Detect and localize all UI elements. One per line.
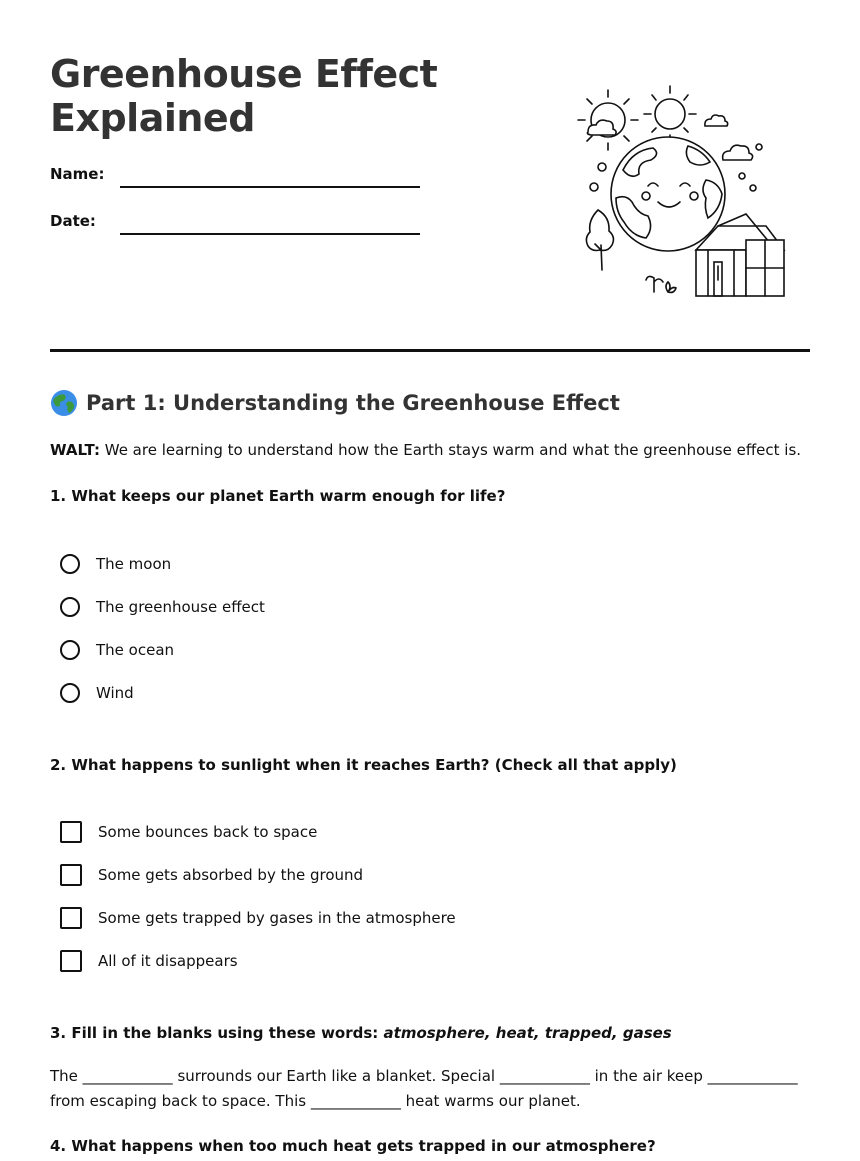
blank-4[interactable]: ____________ (310, 1092, 401, 1110)
plant-icon (646, 276, 676, 292)
paragraph-text: surrounds our Earth like a blanket. Special (172, 1067, 500, 1085)
q2-option[interactable] (60, 950, 238, 972)
q2-option[interactable] (60, 907, 456, 929)
word-bank: atmosphere, heat, trapped, gases (383, 1024, 672, 1042)
blank-2[interactable]: ____________ (499, 1067, 590, 1085)
radio-button[interactable] (60, 554, 80, 574)
section-title-text: Part 1: Understanding the Greenhouse Effect (86, 391, 620, 415)
option-label: Some gets absorbed by the ground (98, 866, 364, 884)
option-label: Some gets trapped by gases in the atmosphere (98, 909, 456, 927)
name-field[interactable] (120, 186, 420, 188)
sun-icon (578, 90, 638, 150)
q1-option[interactable] (60, 554, 171, 574)
q1-option[interactable] (60, 683, 134, 703)
section-title (50, 389, 620, 417)
question-2: 2. What happens to sunlight when it reaches Earth? (Check all that apply) (50, 756, 677, 774)
paragraph-text: heat warms our planet. (400, 1092, 581, 1110)
q2-option[interactable] (60, 864, 363, 886)
tree-icon (586, 210, 613, 270)
option-label: The greenhouse effect (96, 598, 265, 616)
paragraph-text: from escaping back to space. This (50, 1092, 311, 1110)
title-line-2: Explained (50, 96, 255, 140)
date-field[interactable] (120, 233, 420, 235)
blank-3[interactable]: ____________ (707, 1067, 798, 1085)
option-label: Some bounces back to space (98, 823, 318, 841)
q1-option[interactable] (60, 597, 265, 617)
globe-icon (50, 389, 78, 417)
name-label: Name: (50, 165, 105, 183)
paragraph-text: The (50, 1067, 83, 1085)
question-1: 1. What keeps our planet Earth warm enough for life? (50, 487, 506, 505)
cloud-icon (705, 115, 728, 126)
option-label: Wind (96, 684, 134, 702)
question-3 (50, 1024, 672, 1042)
radio-button[interactable] (60, 597, 80, 617)
cloud-icon (723, 145, 753, 160)
fill-in-paragraph (50, 1064, 810, 1114)
option-label: The ocean (96, 641, 175, 659)
option-label: All of it disappears (98, 952, 238, 970)
earth-icon (611, 137, 725, 251)
checkbox[interactable] (60, 821, 82, 843)
q1-option[interactable] (60, 640, 174, 660)
option-label: The moon (96, 555, 172, 573)
divider (50, 349, 810, 352)
question-3-prefix: 3. Fill in the blanks using these words: (50, 1024, 384, 1042)
worksheet-title (50, 52, 437, 140)
question-4: 4. What happens when too much heat gets trapped in our atmosphere? (50, 1137, 656, 1155)
radio-button[interactable] (60, 640, 80, 660)
walt-text: We are learning to understand how the Earth stays warm and what the greenhouse effect is. (99, 441, 802, 459)
q2-option[interactable] (60, 821, 317, 843)
date-label: Date: (50, 212, 96, 230)
walt-label: WALT: (50, 441, 100, 459)
paragraph-text: in the air keep (589, 1067, 708, 1085)
blank-1[interactable]: ____________ (82, 1067, 173, 1085)
checkbox[interactable] (60, 950, 82, 972)
checkbox[interactable] (60, 907, 82, 929)
radio-button[interactable] (60, 683, 80, 703)
earth-greenhouse-illustration (568, 80, 790, 302)
sun-icon (644, 86, 696, 142)
checkbox[interactable] (60, 864, 82, 886)
walt-statement (50, 441, 801, 459)
title-line-1: Greenhouse Effect (50, 52, 438, 96)
